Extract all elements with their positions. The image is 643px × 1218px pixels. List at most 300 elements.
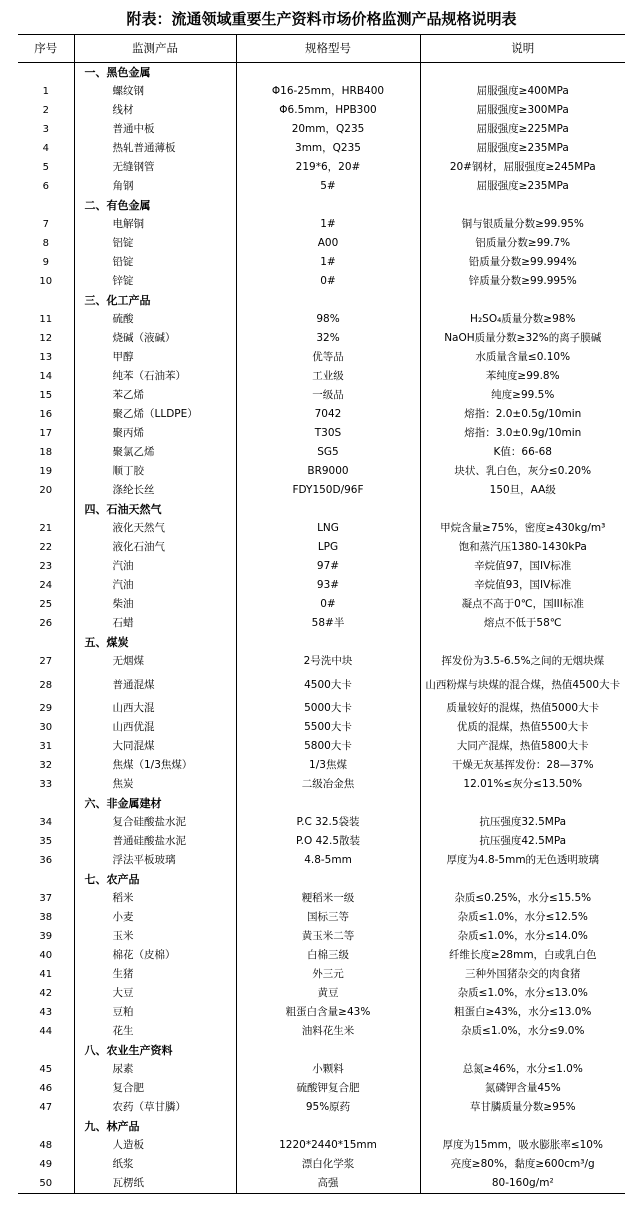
document-title: 附表：流通领域重要生产资料市场价格监测产品规格说明表 — [126, 10, 517, 28]
row-description: 厚度为15mm，吸水膨胀率≤10% — [420, 1136, 625, 1155]
row-spec: 粗蛋白含量≥43% — [236, 1003, 420, 1022]
row-description: 辛烷值97，国IV标准 — [420, 557, 625, 576]
row-description: 水质量含量≤0.10% — [420, 348, 625, 367]
table-row — [18, 756, 625, 775]
row-product: 复合硅酸盐水泥 — [74, 813, 236, 832]
row-spec: BR9000 — [236, 462, 420, 481]
category-desc-cell — [420, 633, 625, 652]
row-product: 苯乙烯 — [74, 386, 236, 405]
row-spec: 97# — [236, 557, 420, 576]
table-row — [18, 424, 625, 443]
table-row — [18, 1136, 625, 1155]
category-spec-cell — [236, 291, 420, 310]
row-spec: 白棉三级 — [236, 946, 420, 965]
table-row — [18, 481, 625, 500]
row-product: 石蜡 — [74, 614, 236, 633]
row-serial: 31 — [39, 741, 53, 752]
row-spec: Φ6.5mm，HPB300 — [236, 101, 420, 120]
category-row — [18, 291, 625, 310]
row-spec: 外三元 — [236, 965, 420, 984]
row-product: 涤纶长丝 — [74, 481, 236, 500]
row-spec: 1/3焦煤 — [236, 756, 420, 775]
row-product: 汽油 — [74, 557, 236, 576]
row-product: 液化天然气 — [74, 519, 236, 538]
row-spec: P.C 32.5袋装 — [236, 813, 420, 832]
table-row — [18, 462, 625, 481]
row-serial: 38 — [39, 912, 53, 923]
row-product: 无缝钢管 — [74, 158, 236, 177]
row-serial: 50 — [18, 1174, 74, 1194]
table-row — [18, 120, 625, 139]
category-serial — [18, 1041, 74, 1060]
row-description: 饱和蒸汽压1380-1430kPa — [420, 538, 625, 557]
row-serial: 48 — [39, 1140, 53, 1151]
table-row — [18, 386, 625, 405]
table-row — [18, 443, 625, 462]
table-row — [18, 718, 625, 737]
row-product: 山西大混 — [74, 699, 236, 718]
row-spec: 国标三等 — [236, 908, 420, 927]
category-spec-cell — [236, 794, 420, 813]
row-spec: 0# — [236, 272, 420, 291]
category-label: 一、黑色金属 — [74, 63, 236, 83]
row-description: 亮度≥80%，黏度≥600cm³/g — [420, 1155, 625, 1174]
column-header-product: 监测产品 — [74, 35, 236, 63]
row-serial: 42 — [39, 988, 53, 999]
row-spec: T30S — [236, 424, 420, 443]
row-spec: 工业级 — [236, 367, 420, 386]
row-spec: 1# — [236, 215, 420, 234]
table-row — [18, 310, 625, 329]
row-serial: 41 — [39, 969, 53, 980]
row-serial: 28 — [39, 679, 53, 691]
table-row — [18, 253, 625, 272]
row-product: 瓦楞纸 — [74, 1174, 236, 1194]
row-product: 角钢 — [74, 177, 236, 196]
category-label: 八、农业生产资料 — [74, 1041, 236, 1060]
table-row — [18, 1098, 625, 1117]
row-serial: 30 — [39, 722, 53, 733]
row-spec: 优等品 — [236, 348, 420, 367]
row-description: 杂质≤1.0%，水分≤14.0% — [420, 927, 625, 946]
category-label: 二、有色金属 — [74, 196, 236, 215]
row-product: 大豆 — [74, 984, 236, 1003]
row-product: 农药（草甘膦） — [74, 1098, 236, 1117]
row-spec: 98% — [236, 310, 420, 329]
category-row — [18, 633, 625, 652]
category-spec-cell — [236, 870, 420, 889]
row-product: 大同混煤 — [74, 737, 236, 756]
category-label: 九、林产品 — [74, 1117, 236, 1136]
table-body — [18, 63, 625, 1194]
row-description: 铅质量分数≥99.994% — [420, 253, 625, 272]
row-spec: FDY150D/96F — [236, 481, 420, 500]
table-header-row — [18, 35, 625, 63]
row-spec: 5800大卡 — [236, 737, 420, 756]
row-spec: 5000大卡 — [236, 699, 420, 718]
category-desc-cell — [420, 196, 625, 215]
row-spec: 7042 — [236, 405, 420, 424]
table-row — [18, 538, 625, 557]
table-row — [18, 737, 625, 756]
row-description: 质量较好的混煤，热值5000大卡 — [420, 699, 625, 718]
row-serial: 12 — [39, 333, 53, 344]
row-description: 凝点不高于0℃，国III标准 — [420, 595, 625, 614]
row-spec: 2号洗中块 — [236, 652, 420, 671]
table-row — [18, 329, 625, 348]
row-serial: 29 — [39, 703, 53, 714]
row-serial: 10 — [39, 276, 53, 287]
row-product: 聚乙烯（LLDPE） — [74, 405, 236, 424]
row-spec: P.O 42.5散装 — [236, 832, 420, 851]
category-desc-cell — [420, 870, 625, 889]
table-row — [18, 832, 625, 851]
row-description: 挥发份为3.5-6.5%之间的无烟块煤 — [420, 652, 625, 671]
row-spec: Φ16-25mm，HRB400 — [236, 82, 420, 101]
category-serial — [18, 633, 74, 652]
row-product: 纸浆 — [74, 1155, 236, 1174]
row-serial: 32 — [39, 760, 53, 771]
row-spec: 4500大卡 — [236, 671, 420, 699]
category-desc-cell — [420, 500, 625, 519]
row-description: 纤维长度≥28mm，白或乳白色 — [420, 946, 625, 965]
category-row — [18, 794, 625, 813]
category-spec-cell — [236, 633, 420, 652]
row-product: 柴油 — [74, 595, 236, 614]
row-description: 干燥无灰基挥发份：28—37% — [420, 756, 625, 775]
category-serial — [18, 63, 74, 83]
row-spec: 一级品 — [236, 386, 420, 405]
table-row — [18, 272, 625, 291]
row-description: 熔指：3.0±0.9g/10min — [420, 424, 625, 443]
row-product: 豆粕 — [74, 1003, 236, 1022]
row-description: 粗蛋白≥43%，水分≤13.0% — [420, 1003, 625, 1022]
table-row — [18, 1079, 625, 1098]
table-row — [18, 177, 625, 196]
row-product: 花生 — [74, 1022, 236, 1041]
row-spec: 32% — [236, 329, 420, 348]
category-spec-cell — [236, 1117, 420, 1136]
category-label: 四、石油天然气 — [74, 500, 236, 519]
row-spec: 小颗料 — [236, 1060, 420, 1079]
row-description: 150旦，AA级 — [420, 481, 625, 500]
table-row — [18, 984, 625, 1003]
row-product: 生猪 — [74, 965, 236, 984]
row-serial: 17 — [39, 428, 53, 439]
row-spec: 油料花生米 — [236, 1022, 420, 1041]
row-serial: 2 — [42, 105, 49, 116]
row-serial: 22 — [39, 542, 53, 553]
category-desc-cell — [420, 1117, 625, 1136]
row-description: 12.01%≤灰分≤13.50% — [420, 775, 625, 794]
row-description: 氮磷钾含量45% — [420, 1079, 625, 1098]
table-row — [18, 576, 625, 595]
category-desc-cell — [420, 63, 625, 83]
row-serial: 16 — [39, 409, 53, 420]
row-spec: 4.8-5mm — [236, 851, 420, 870]
row-description: 杂质≤1.0%，水分≤12.5% — [420, 908, 625, 927]
row-serial: 5 — [42, 162, 49, 173]
row-description: NaOH质量分数≥32%的离子膜碱 — [420, 329, 625, 348]
row-serial: 8 — [42, 238, 49, 249]
row-serial: 9 — [42, 257, 49, 268]
table-row — [18, 1155, 625, 1174]
row-product: 聚氯乙烯 — [74, 443, 236, 462]
row-product: 稻米 — [74, 889, 236, 908]
table-row — [18, 671, 625, 699]
row-product: 顺丁胶 — [74, 462, 236, 481]
row-spec: 1220*2440*15mm — [236, 1136, 420, 1155]
row-spec: 0# — [236, 595, 420, 614]
row-serial: 35 — [39, 836, 53, 847]
row-product: 铝锭 — [74, 234, 236, 253]
row-description: 铝质量分数≥99.7% — [420, 234, 625, 253]
row-product: 浮法平板玻璃 — [74, 851, 236, 870]
row-description: 杂质≤0.25%，水分≤15.5% — [420, 889, 625, 908]
category-row — [18, 500, 625, 519]
row-description: 80-160g/m² — [420, 1174, 625, 1194]
row-serial: 24 — [39, 580, 53, 591]
row-serial: 20 — [39, 485, 53, 496]
row-spec: 漂白化学浆 — [236, 1155, 420, 1174]
row-product: 电解铜 — [74, 215, 236, 234]
category-row — [18, 63, 625, 83]
row-product: 聚丙烯 — [74, 424, 236, 443]
table-row — [18, 215, 625, 234]
table-row — [18, 927, 625, 946]
table-row — [18, 908, 625, 927]
row-spec: 93# — [236, 576, 420, 595]
row-product: 铅锭 — [74, 253, 236, 272]
row-product: 玉米 — [74, 927, 236, 946]
row-description: 抗压强度32.5MPa — [420, 813, 625, 832]
row-serial: 27 — [39, 656, 53, 667]
category-label: 三、化工产品 — [74, 291, 236, 310]
row-product: 硫酸 — [74, 310, 236, 329]
row-serial: 33 — [39, 779, 53, 790]
row-product: 人造板 — [74, 1136, 236, 1155]
table-row — [18, 775, 625, 794]
category-row — [18, 870, 625, 889]
row-spec: 高强 — [236, 1174, 420, 1194]
row-product: 热轧普通薄板 — [74, 139, 236, 158]
row-spec: 粳稻米一级 — [236, 889, 420, 908]
spec-table — [18, 34, 625, 1194]
category-desc-cell — [420, 291, 625, 310]
row-description: 块状、乳白色，灰分≤0.20% — [420, 462, 625, 481]
category-label: 五、煤炭 — [74, 633, 236, 652]
row-description: K值：66-68 — [420, 443, 625, 462]
table-row — [18, 139, 625, 158]
row-description: 辛烷值93，国IV标准 — [420, 576, 625, 595]
row-serial: 43 — [39, 1007, 53, 1018]
row-serial: 34 — [39, 817, 53, 828]
row-product: 小麦 — [74, 908, 236, 927]
row-description: 屈服强度≥400MPa — [420, 82, 625, 101]
table-row — [18, 1022, 625, 1041]
table-row — [18, 889, 625, 908]
row-description: 熔指：2.0±0.5g/10min — [420, 405, 625, 424]
row-serial: 14 — [39, 371, 53, 382]
row-serial: 39 — [39, 931, 53, 942]
row-serial: 46 — [39, 1083, 53, 1094]
category-serial — [18, 291, 74, 310]
column-header-spec: 规格型号 — [236, 35, 420, 63]
table-row — [18, 851, 625, 870]
category-spec-cell — [236, 63, 420, 83]
row-description: 山西粉煤与块煤的混合煤，热值4500大卡 — [420, 671, 625, 699]
row-product: 普通中板 — [74, 120, 236, 139]
row-serial: 49 — [39, 1159, 53, 1170]
row-description: 屈服强度≥225MPa — [420, 120, 625, 139]
row-product: 纯苯（石油苯） — [74, 367, 236, 386]
table-row — [18, 1174, 625, 1194]
row-description: 杂质≤1.0%，水分≤9.0% — [420, 1022, 625, 1041]
category-row — [18, 196, 625, 215]
row-serial: 25 — [39, 599, 53, 610]
table-row — [18, 965, 625, 984]
table-row — [18, 348, 625, 367]
row-description: 优质的混煤，热值5500大卡 — [420, 718, 625, 737]
row-product: 棉花（皮棉） — [74, 946, 236, 965]
row-serial: 6 — [42, 181, 49, 192]
table-row — [18, 1003, 625, 1022]
row-spec: 5500大卡 — [236, 718, 420, 737]
row-serial: 44 — [39, 1026, 53, 1037]
table-row — [18, 946, 625, 965]
row-product: 液化石油气 — [74, 538, 236, 557]
row-spec: 58#半 — [236, 614, 420, 633]
row-spec: LPG — [236, 538, 420, 557]
row-serial: 13 — [39, 352, 53, 363]
row-serial: 3 — [42, 124, 49, 135]
table-row — [18, 405, 625, 424]
row-description: 屈服强度≥300MPa — [420, 101, 625, 120]
row-description: 抗压强度42.5MPa — [420, 832, 625, 851]
row-description: 屈服强度≥235MPa — [420, 139, 625, 158]
row-description: 甲烷含量≥75%，密度≥430kg/m³ — [420, 519, 625, 538]
row-description: 铜与银质量分数≥99.95% — [420, 215, 625, 234]
row-product: 线材 — [74, 101, 236, 120]
category-row — [18, 1041, 625, 1060]
row-spec: 20mm，Q235 — [236, 120, 420, 139]
row-description: 草甘膦质量分数≥95% — [420, 1098, 625, 1117]
table-row — [18, 158, 625, 177]
category-serial — [18, 1117, 74, 1136]
row-description: 大同产混煤，热值5800大卡 — [420, 737, 625, 756]
table-row — [18, 595, 625, 614]
table-row — [18, 813, 625, 832]
row-product: 普通混煤 — [74, 671, 236, 699]
row-spec: 黄玉米二等 — [236, 927, 420, 946]
row-product: 普通硅酸盐水泥 — [74, 832, 236, 851]
row-serial: 47 — [39, 1102, 53, 1113]
row-description: 厚度为4.8-5mm的无色透明玻璃 — [420, 851, 625, 870]
row-serial: 36 — [39, 855, 53, 866]
category-spec-cell — [236, 500, 420, 519]
row-description: 20#钢材，屈服强度≥245MPa — [420, 158, 625, 177]
row-spec: A00 — [236, 234, 420, 253]
row-product: 尿素 — [74, 1060, 236, 1079]
table-row — [18, 557, 625, 576]
row-product: 锌锭 — [74, 272, 236, 291]
row-product: 焦炭 — [74, 775, 236, 794]
column-header-description: 说明 — [420, 35, 625, 63]
table-row — [18, 234, 625, 253]
row-spec: 二级冶金焦 — [236, 775, 420, 794]
row-serial: 23 — [39, 561, 53, 572]
table-row — [18, 1060, 625, 1079]
row-description: 屈服强度≥235MPa — [420, 177, 625, 196]
table-row — [18, 82, 625, 101]
row-description: H₂SO₄质量分数≥98% — [420, 310, 625, 329]
category-desc-cell — [420, 1041, 625, 1060]
row-product: 汽油 — [74, 576, 236, 595]
category-row — [18, 1117, 625, 1136]
category-spec-cell — [236, 1041, 420, 1060]
row-spec: 219*6，20# — [236, 158, 420, 177]
row-product: 山西优混 — [74, 718, 236, 737]
row-serial: 37 — [39, 893, 53, 904]
row-description: 锌质量分数≥99.995% — [420, 272, 625, 291]
row-spec: 3mm，Q235 — [236, 139, 420, 158]
category-serial — [18, 196, 74, 215]
row-serial: 18 — [39, 447, 53, 458]
category-serial — [18, 870, 74, 889]
row-product: 甲醇 — [74, 348, 236, 367]
row-spec: 5# — [236, 177, 420, 196]
table-row — [18, 652, 625, 671]
row-product: 复合肥 — [74, 1079, 236, 1098]
category-label: 七、农产品 — [74, 870, 236, 889]
row-description: 杂质≤1.0%，水分≤13.0% — [420, 984, 625, 1003]
table-row — [18, 367, 625, 386]
row-serial: 15 — [39, 390, 53, 401]
category-serial — [18, 794, 74, 813]
row-spec: 95%原药 — [236, 1098, 420, 1117]
row-product: 无烟煤 — [74, 652, 236, 671]
row-serial: 40 — [39, 950, 53, 961]
row-product: 螺纹钢 — [74, 82, 236, 101]
row-product: 焦煤（1/3焦煤） — [74, 756, 236, 775]
row-description: 总氮≥46%，水分≤1.0% — [420, 1060, 625, 1079]
row-serial: 1 — [42, 86, 49, 97]
row-spec: LNG — [236, 519, 420, 538]
row-spec: 1# — [236, 253, 420, 272]
category-spec-cell — [236, 196, 420, 215]
row-description: 熔点不低于58℃ — [420, 614, 625, 633]
row-serial: 4 — [42, 143, 49, 154]
row-spec: 黄豆 — [236, 984, 420, 1003]
row-description: 纯度≥99.5% — [420, 386, 625, 405]
row-serial: 7 — [42, 219, 49, 230]
row-spec: SG5 — [236, 443, 420, 462]
row-description: 苯纯度≥99.8% — [420, 367, 625, 386]
table-row — [18, 699, 625, 718]
category-desc-cell — [420, 794, 625, 813]
table-row — [18, 614, 625, 633]
row-serial: 45 — [39, 1064, 53, 1075]
row-spec: 硫酸钾复合肥 — [236, 1079, 420, 1098]
table-row — [18, 101, 625, 120]
row-serial: 26 — [39, 618, 53, 629]
row-description: 三种外国猪杂交的肉食猪 — [420, 965, 625, 984]
row-serial: 21 — [39, 523, 53, 534]
column-header-serial: 序号 — [18, 35, 74, 63]
category-label: 六、非金属建材 — [74, 794, 236, 813]
table-row — [18, 519, 625, 538]
row-serial: 11 — [39, 314, 53, 325]
